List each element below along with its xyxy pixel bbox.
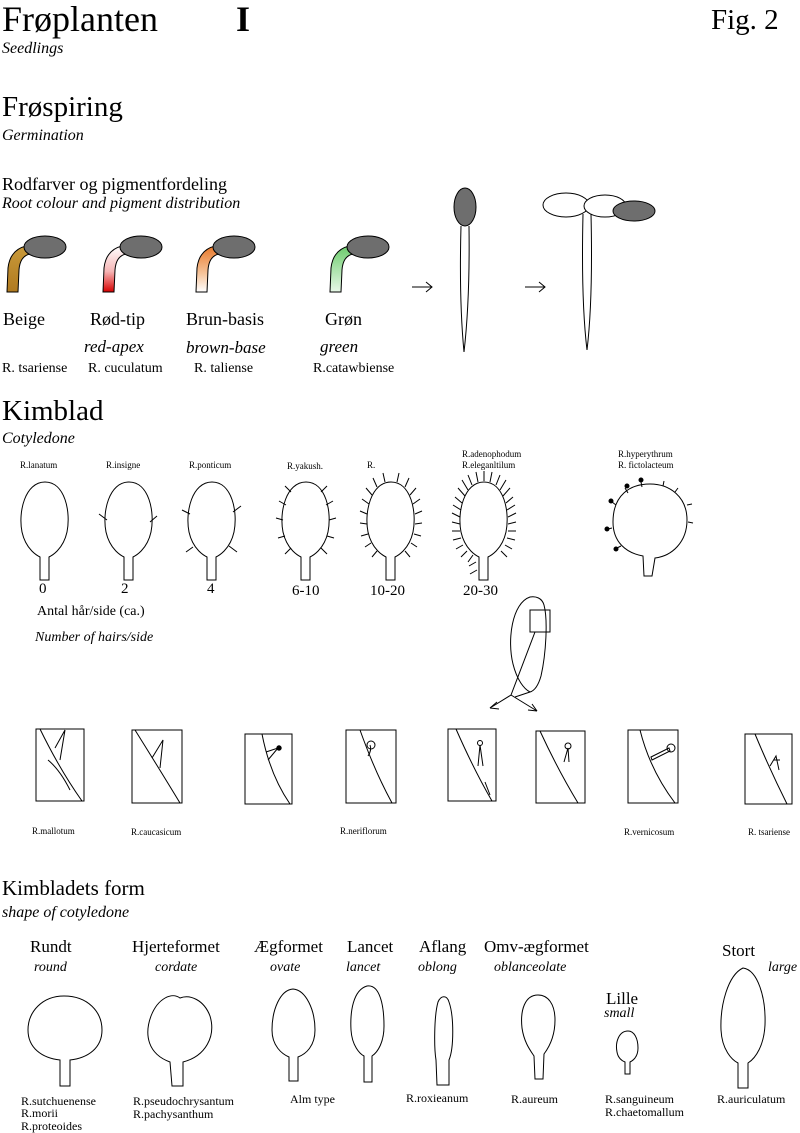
- shape-species: R.aureum: [511, 1092, 558, 1106]
- hair-detail-species: R.vernicosum: [624, 827, 675, 837]
- shape-species: R.roxieanum: [406, 1091, 469, 1105]
- root-colour-subtitle: Root colour and pigment distribution: [2, 195, 241, 212]
- root-label-brown-base: Brun-basis: [186, 309, 264, 329]
- germination-subtitle: Germination: [2, 127, 84, 144]
- shape-round: [28, 996, 102, 1086]
- shape-oblong: [435, 997, 453, 1085]
- page-subtitle: Seedlings: [2, 40, 64, 57]
- germinating-seedling-stage-1: [454, 188, 476, 352]
- cotyledon-species: R.eleganltilum: [462, 460, 516, 470]
- germinating-seedling-stage-2: [543, 193, 655, 350]
- seed-coat-icon: [24, 236, 66, 258]
- shape-english-oblong: oblong: [418, 960, 457, 975]
- cotyledon-hairs-2: [99, 482, 157, 580]
- seed-coat-icon: [347, 236, 389, 258]
- cotyledon-subtitle: Cotyledone: [2, 430, 75, 447]
- shape-oblanceolate: [522, 995, 555, 1079]
- shape-english-small: small: [604, 1006, 635, 1021]
- shape-label-small: Lille: [606, 989, 639, 1008]
- shape-large: [721, 968, 765, 1088]
- cotyledon-species: R.adenophodum: [462, 449, 522, 459]
- hair-detail-vernicosum: [628, 730, 678, 803]
- shape-species: R.morii: [21, 1106, 59, 1120]
- root-label-red-apex: Rød-tip: [90, 309, 146, 329]
- arrow-icon: [412, 282, 432, 292]
- root-species-beige: R. tsariense: [2, 361, 68, 376]
- magnified-cotyledon: [490, 597, 550, 711]
- hair-detail-mallotum: [36, 729, 84, 801]
- shape-cordate: [148, 996, 212, 1086]
- hair-count: 0: [39, 581, 47, 597]
- root-label-beige: Beige: [3, 309, 45, 329]
- figure-label: Fig. 2: [711, 4, 779, 36]
- shape-label-cordate: Hjerteformet: [132, 937, 220, 956]
- root-english-green: green: [320, 337, 359, 356]
- cotyledon-species: R.insigne: [106, 460, 141, 470]
- root-label-green: Grøn: [325, 309, 362, 329]
- shape-english-lancet: lancet: [346, 960, 381, 975]
- root-english-red-apex: red-apex: [84, 337, 144, 356]
- cotyledon-hairs-6-10: [276, 482, 336, 580]
- shape-label-ovate: Ægformet: [254, 937, 323, 956]
- shape-title: Kimbladets form: [2, 876, 145, 900]
- root-species-brown-base: R. taliense: [194, 361, 254, 376]
- hair-detail-species: R.neriflorum: [340, 826, 387, 836]
- cotyledon-species: R.: [367, 460, 376, 470]
- shape-label-round: Rundt: [30, 937, 72, 956]
- hair-count: 10-20: [370, 583, 405, 599]
- arrow-icon: [525, 282, 545, 292]
- root-species-green: R.catawbiense: [313, 361, 395, 376]
- hair-detail-6: [536, 731, 585, 803]
- shape-lancet: [351, 986, 384, 1082]
- page-title: Frøplanten: [2, 0, 158, 39]
- hair-detail-species: R.caucasicum: [131, 827, 182, 837]
- shape-species: R.pachysanthum: [133, 1107, 214, 1121]
- seed-coat-icon: [120, 236, 162, 258]
- shape-ovate: [272, 989, 315, 1081]
- cotyledon-species: R. fictolacteum: [618, 460, 674, 470]
- hair-count: 20-30: [463, 583, 498, 599]
- germination-title: Frøspiring: [2, 91, 123, 123]
- shape-species: R.chaetomallum: [605, 1105, 684, 1119]
- shape-species: R.auriculatum: [717, 1092, 786, 1106]
- hair-detail-caucasicum: [132, 730, 182, 803]
- cotyledon-hairs-10-20: [360, 473, 422, 580]
- root-species-red-apex: R. cuculatum: [88, 361, 163, 376]
- shape-species: R.sutchuenense: [21, 1094, 96, 1108]
- root-seedling-green: [330, 236, 389, 292]
- hair-detail-species: R.mallotum: [32, 826, 75, 836]
- cotyledon-glandular: [605, 478, 693, 576]
- hair-detail-species: R. tsariense: [748, 827, 790, 837]
- shape-english-round: round: [34, 960, 67, 975]
- shape-label-lancet: Lancet: [347, 937, 394, 956]
- hair-count: 6-10: [292, 583, 320, 599]
- cotyledon-species: R.lanatum: [20, 460, 58, 470]
- root-colour-title: Rodfarver og pigmentfordeling: [2, 174, 227, 194]
- hair-detail-neriflorum: [346, 730, 396, 803]
- shape-species: R.sanguineum: [605, 1092, 674, 1106]
- shape-species: Alm type: [290, 1092, 335, 1106]
- shape-english-cordate: cordate: [155, 960, 198, 975]
- cotyledon-title: Kimblad: [2, 395, 104, 427]
- shape-species: R.proteoides: [21, 1119, 82, 1133]
- cotyledon-species: R.hyperythrum: [618, 449, 673, 459]
- cotyledon-species: R.yakush.: [287, 461, 323, 471]
- hair-detail-5: [448, 729, 496, 801]
- hair-count: 2: [121, 581, 129, 597]
- shape-subtitle: shape of cotyledone: [2, 904, 130, 921]
- hair-count: 4: [207, 581, 215, 597]
- cotyledon-hairs-4: [182, 482, 241, 580]
- cotyledon-hairs-20-30: [452, 471, 516, 580]
- shape-label-oblanceolate: Omv-ægformet: [484, 937, 589, 956]
- root-seedling-brown-base: [196, 236, 255, 292]
- hair-count-label-english: Number of hairs/side: [35, 630, 154, 645]
- cotyledon-hairs-0: [21, 482, 68, 580]
- root-english-brown-base: brown-base: [186, 338, 266, 357]
- seed-coat-icon: [213, 236, 255, 258]
- shape-label-large: Stort: [722, 941, 756, 960]
- shape-label-oblong: Aflang: [419, 937, 467, 956]
- shape-english-large: large: [768, 960, 798, 975]
- shape-english-oblanceolate: oblanceolate: [494, 960, 567, 975]
- hair-detail-tsariense: [745, 734, 792, 804]
- hair-detail-3: [245, 734, 292, 804]
- shape-species: R.pseudochrysantum: [133, 1094, 234, 1108]
- root-seedling-red-apex: [103, 236, 162, 292]
- cotyledon-species: R.ponticum: [189, 460, 232, 470]
- shape-small: [616, 1031, 638, 1074]
- plate-number: I: [236, 0, 251, 39]
- hair-count-label: Antal hår/side (ca.): [37, 604, 145, 619]
- shape-english-ovate: ovate: [270, 960, 301, 975]
- root-seedling-beige: [7, 236, 66, 292]
